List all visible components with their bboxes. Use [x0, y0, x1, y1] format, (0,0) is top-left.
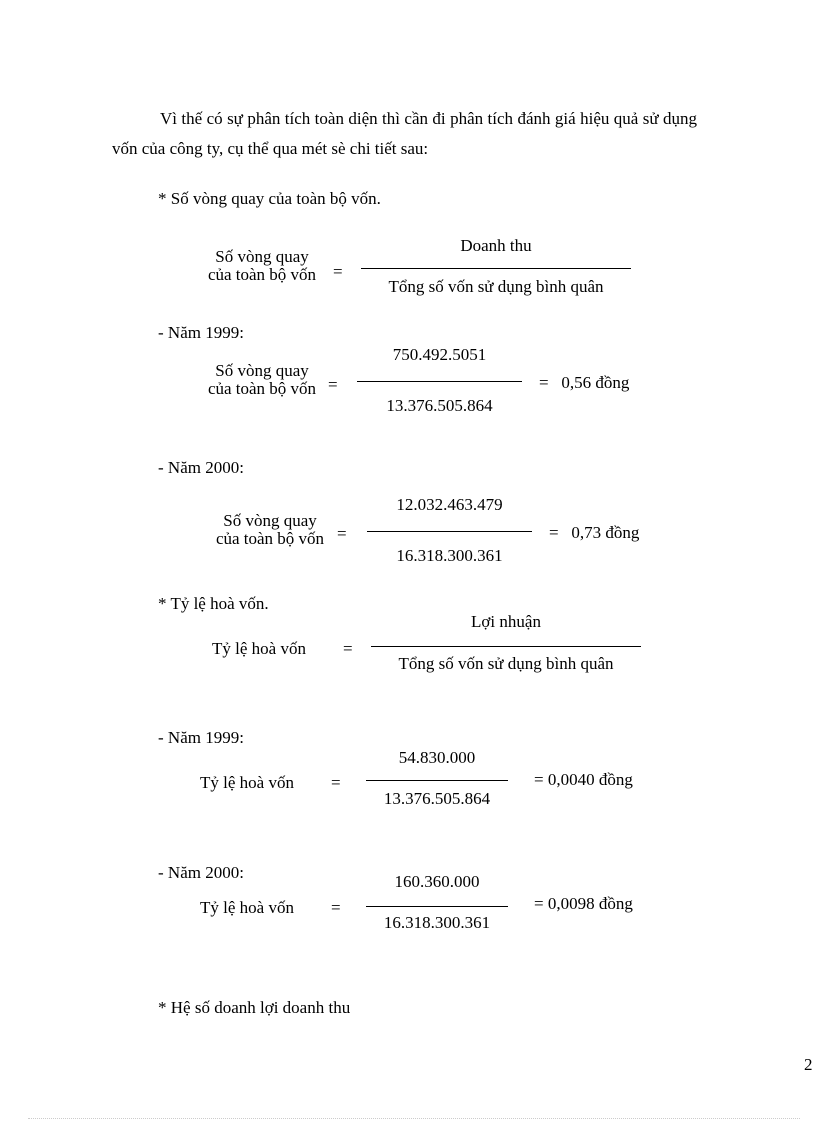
breakeven-2000-lhs: Tỷ lệ hoà vốn — [200, 898, 294, 917]
formula-turnover-equals: = — [333, 262, 343, 281]
formula-turnover-numerator: Doanh thu — [460, 236, 532, 255]
turnover-2000-equals: = — [337, 524, 347, 543]
breakeven-2000-numerator: 160.360.000 — [394, 872, 480, 891]
breakeven-1999-equals: = — [331, 773, 341, 792]
turnover-1999-lhs: Số vòng quay của toàn bộ vốn — [207, 361, 317, 398]
formula-turnover-lhs: Số vòng quay của toàn bộ vốn — [207, 247, 317, 284]
year-label-1999: - Năm 1999: — [158, 323, 244, 342]
turnover-1999-numerator: 750.492.5051 — [392, 345, 487, 364]
turnover-1999-denominator: 13.376.505.864 — [386, 396, 493, 415]
turnover-1999-result: = 0,56 đồng — [539, 373, 630, 392]
turnover-2000-lhs: Số vòng quay của toàn bộ vốn — [215, 511, 325, 548]
fraction-bar — [366, 906, 508, 907]
fraction-bar — [366, 780, 508, 781]
breakeven-1999-result: = 0,0040 đồng — [534, 770, 633, 789]
section-heading-profit-margin: * Hệ số doanh lợi doanh thu — [158, 998, 351, 1017]
fraction-bar — [371, 646, 641, 647]
turnover-2000-result: = 0,73 đồng — [549, 523, 640, 542]
turnover-2000-denominator: 16.318.300.361 — [396, 546, 503, 565]
page-bottom-divider — [28, 1118, 800, 1119]
formula-breakeven-denominator: Tổng số vốn sử dụng bình quân — [398, 654, 614, 673]
year-label-2000: - Năm 2000: — [158, 458, 244, 477]
turnover-1999-equals: = — [328, 375, 338, 394]
section-heading-turnover: * Số vòng quay của toàn bộ vốn. — [158, 189, 381, 208]
fraction-bar — [361, 268, 631, 269]
breakeven-2000-equals: = — [331, 898, 341, 917]
fraction-bar — [357, 381, 522, 382]
turnover-2000-numerator: 12.032.463.479 — [396, 495, 503, 514]
breakeven-2000-result: = 0,0098 đồng — [534, 894, 633, 913]
page-number: 2 — [804, 1055, 813, 1074]
formula-breakeven-equals: = — [343, 639, 353, 658]
breakeven-1999-lhs: Tỷ lệ hoà vốn — [200, 773, 294, 792]
fraction-bar — [367, 531, 532, 532]
formula-turnover-denominator: Tổng số vốn sử dụng bình quân — [388, 277, 604, 296]
section-heading-breakeven: * Tỷ lệ hoà vốn. — [158, 594, 269, 613]
formula-breakeven-numerator: Lợi nhuận — [471, 612, 541, 631]
breakeven-1999-numerator: 54.830.000 — [398, 748, 476, 767]
formula-breakeven-lhs: Tỷ lệ hoà vốn — [212, 639, 306, 658]
year-label-2000: - Năm 2000: — [158, 863, 244, 882]
intro-paragraph: Vì thế có sự phân tích toàn diện thì cần đi phân tích đánh giá hiệu quả sử dụng vốn của công ty, cụ thể qua mét sè chi tiết sau: — [112, 109, 697, 158]
breakeven-1999-denominator: 13.376.505.864 — [383, 789, 491, 808]
year-label-1999: - Năm 1999: — [158, 728, 244, 747]
breakeven-2000-denominator: 16.318.300.361 — [383, 913, 491, 932]
